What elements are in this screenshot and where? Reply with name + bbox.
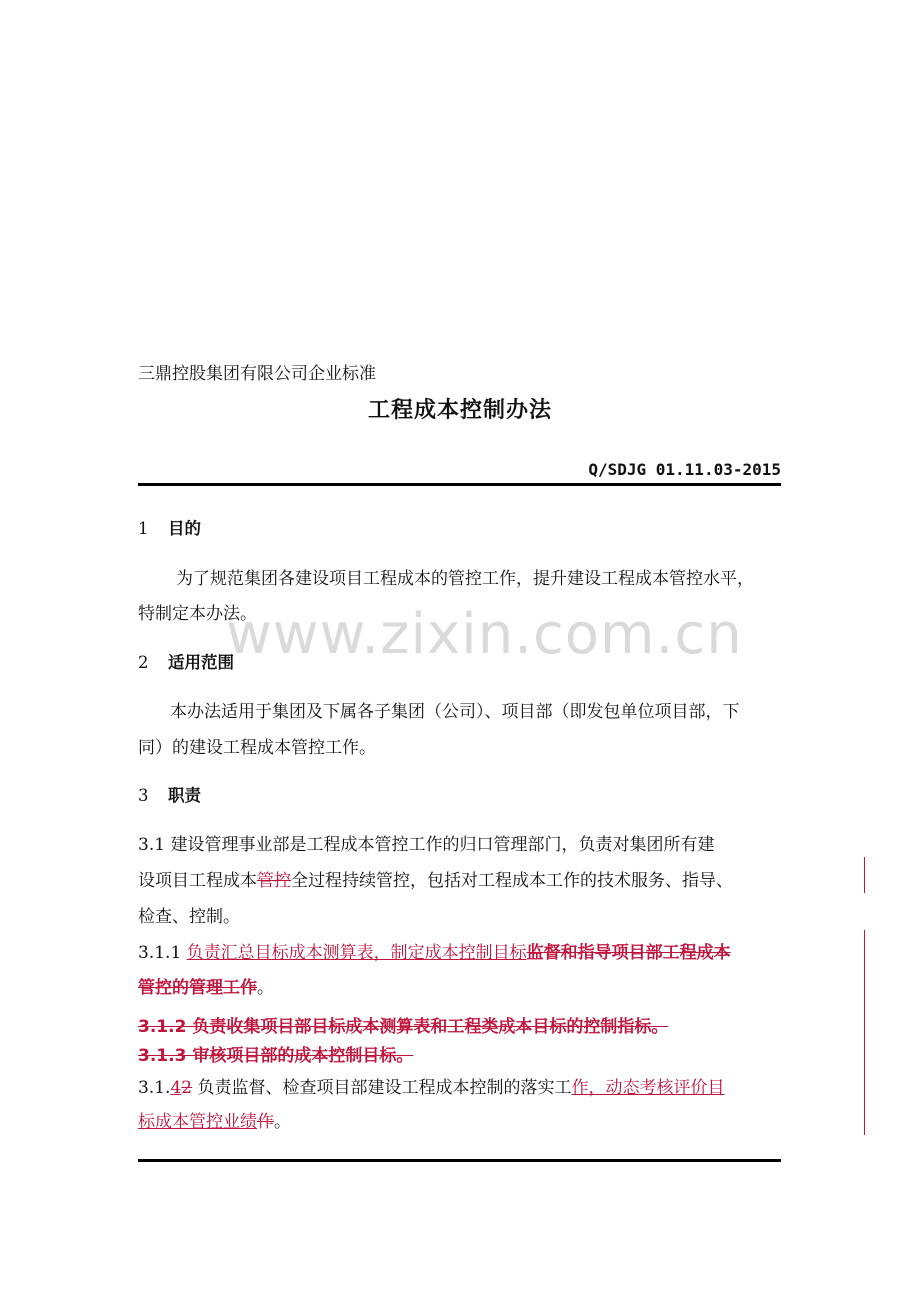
- text-run: 设项目工程成本: [138, 871, 257, 891]
- text-run: 全过程持续管控，包括对工程成本工作的技术服务、指导、: [291, 871, 733, 891]
- inserted-text: 4: [170, 1078, 182, 1098]
- change-bar: [864, 857, 865, 893]
- document-title: 工程成本控制办法: [367, 398, 552, 423]
- deleted-text: 管控: [257, 871, 291, 891]
- bottom-rule: [138, 1159, 781, 1162]
- text-run: 。: [257, 978, 274, 998]
- section-1-heading: [138, 515, 201, 539]
- top-rule: [138, 483, 781, 486]
- change-bar: [864, 930, 865, 1135]
- standard-code: Q/SDJG 01.11.03-2015: [588, 460, 781, 479]
- clause-3-1-4-line-2: [138, 1107, 291, 1132]
- deleted-text: 监督和指导项目部工程成本: [526, 943, 731, 963]
- deleted-text: 管控的管理工作: [138, 978, 257, 998]
- section-1-line-1: 为了规范集团各建设项目工程成本的管控工作，提升建设工程成本管控水平，: [176, 569, 754, 589]
- section-title: 目的: [168, 519, 201, 538]
- section-title: 适用范围: [168, 653, 234, 672]
- section-title: 职责: [168, 786, 201, 805]
- clause-3-1-4-line-1: [138, 1073, 725, 1098]
- text-run: 负责监督、检查项目部建设工程成本控制的落实工: [197, 1078, 572, 1098]
- clause-number: 3.1.: [138, 1078, 171, 1098]
- text-run: 。: [274, 1112, 291, 1132]
- clause-3-1-2-deleted: 3.1.2 负责收集项目部目标成本测算表和工程类成本目标的控制指标。: [138, 1017, 669, 1037]
- clause-number: 3.1.1: [138, 943, 182, 963]
- section-number: 3: [138, 786, 149, 805]
- section-2-heading: [138, 649, 234, 673]
- clause-3-1-line-2: [138, 866, 733, 891]
- deleted-text: 作: [257, 1112, 274, 1132]
- section-3-heading: [138, 782, 201, 806]
- inserted-text: 标成本管控业绩: [138, 1112, 257, 1132]
- clause-3-1-3-deleted: 3.1.3 审核项目部的成本控制目标。: [138, 1046, 414, 1066]
- clause-3-1-line-3: 检查、控制。: [138, 907, 240, 927]
- section-2-line-2: 同）的建设工程成本管控工作。: [138, 738, 376, 758]
- inserted-text: 作，动态考核评价目: [571, 1078, 725, 1098]
- clause-3-1-1-line-2: [138, 973, 274, 998]
- company-name: 三鼎控股集团有限公司企业标准: [138, 364, 376, 384]
- section-2-line-1: 本办法适用于集团及下属各子集团（公司）、项目部（即发包单位项目部，下: [170, 702, 740, 722]
- clause-3-1-1-line-1: [138, 938, 731, 963]
- watermark: www.zixin.com.cn: [226, 602, 743, 667]
- inserted-text: 负责汇总目标成本测算表，制定成本控制目标: [186, 943, 527, 963]
- section-number: 1: [138, 519, 149, 538]
- section-number: 2: [138, 653, 149, 672]
- clause-3-1-line-1: 3.1 建设管理事业部是工程成本管控工作的归口管理部门，负责对集团所有建: [138, 835, 715, 855]
- section-1-line-2: 特制定本办法。: [138, 604, 257, 624]
- deleted-text: 2: [181, 1078, 193, 1098]
